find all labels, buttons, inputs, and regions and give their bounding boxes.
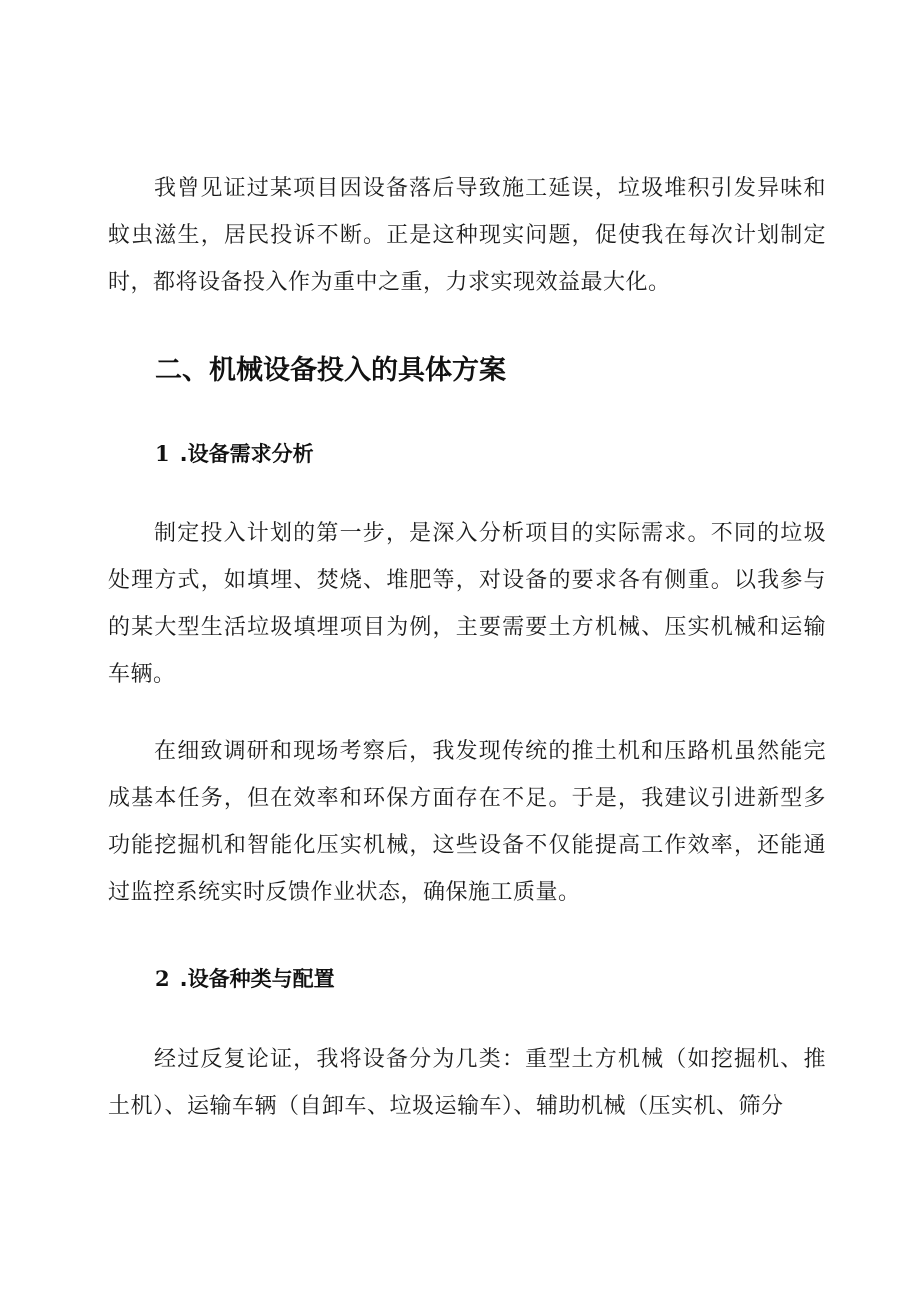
paragraph-equipment-types: 经过反复论证，我将设备分为几类：重型土方机械（如挖掘机、推土机）、运输车辆（自卸车、垃圾运输车）、辅助机械（压实机、筛分 bbox=[108, 1047, 826, 1119]
paragraph-needs-analysis: 制定投入计划的第一步，是深入分析项目的实际需求。不同的垃圾处理方式，如填埋、焚烧、堆肥等，对设备的要求各有侧重。以我参与的某大型生活垃圾填埋项目为例，主要需要土方机械、压实机械和运输车辆。 bbox=[108, 521, 826, 687]
subsection-number-1: 1 bbox=[155, 441, 170, 466]
subsection-number-2: 2 bbox=[155, 966, 170, 991]
paragraph-intro: 我曾见证过某项目因设备落后导致施工延误，垃圾堆积引发异味和蚊虫滋生，居民投诉不断。正是这种现实问题，促使我在每次计划制定时，都将设备投入作为重中之重，力求实现效益最大化。 bbox=[108, 176, 826, 295]
subsection-heading-1 bbox=[155, 438, 314, 470]
section-heading: 二、机械设备投入的具体方案 bbox=[155, 355, 506, 386]
subsection-title-1: .设备需求分析 bbox=[179, 442, 314, 466]
subsection-title-2: .设备种类与配置 bbox=[179, 967, 335, 991]
paragraph-research-findings: 在细致调研和现场考察后，我发现传统的推土机和压路机虽然能完成基本任务，但在效率和环保方面存在不足。于是，我建议引进新型多功能挖掘机和智能化压实机械，这些设备不仅能提高工作效率，还能通过监控系统实时反馈作业状态，确保施工质量。 bbox=[108, 739, 826, 905]
subsection-heading-2 bbox=[155, 963, 335, 995]
